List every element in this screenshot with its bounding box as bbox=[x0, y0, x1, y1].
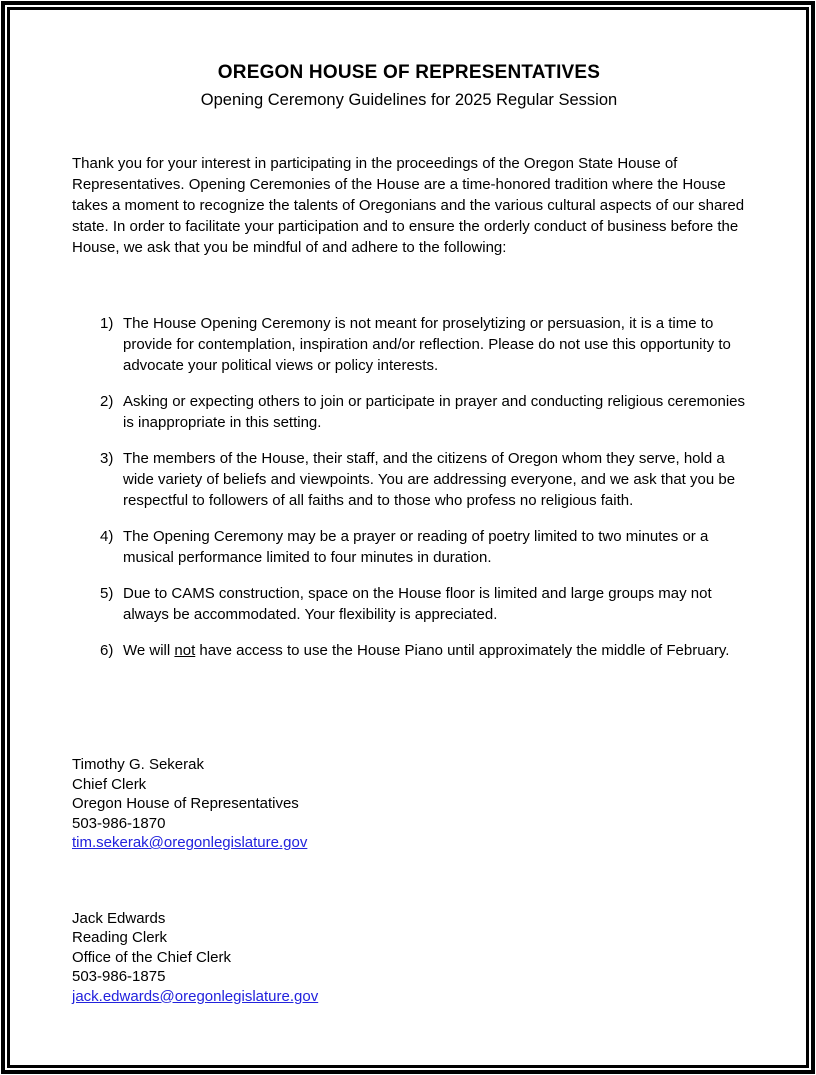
intro-paragraph: Thank you for your interest in participating in the proceedings of the Oregon State House of Representatives. Opening Ceremonies of the House are a time-honored tradition where the House takes a moment to recognize the talents of Oregonians and the various cultural aspects of our shared state. In order to facilitate your participation and to ensure the orderly conduct of business before the House, we ask that you be mindful of and adhere to the following: bbox=[72, 155, 745, 256]
guideline-number: 4) bbox=[100, 528, 114, 545]
guideline-item-2 bbox=[72, 391, 746, 433]
guideline-item-6 bbox=[72, 640, 746, 661]
guideline-text-underlined: not bbox=[174, 642, 196, 659]
guideline-number: 5) bbox=[100, 585, 114, 602]
signature-block-reading-clerk bbox=[72, 909, 746, 1007]
guideline-text: The House Opening Ceremony is not meant for proselytizing or persuasion, it is a time to provide for contemplation, inspiration and/or reflection. Please do not use this opportunity to advocate your political views or policy interests. bbox=[123, 315, 731, 374]
guideline-number: 2) bbox=[100, 393, 114, 410]
document-subtitle: Opening Ceremony Guidelines for 2025 Regular Session bbox=[200, 91, 618, 109]
document-title: OREGON HOUSE OF REPRESENTATIVES bbox=[217, 62, 601, 83]
guideline-number: 3) bbox=[100, 450, 114, 467]
signature-email-link[interactable]: jack.edwards@oregonlegislature.gov bbox=[72, 987, 319, 1005]
guideline-number: 6) bbox=[100, 642, 114, 659]
signature-phone: 503-986-1870 bbox=[72, 814, 166, 832]
guideline-item-1 bbox=[72, 313, 746, 376]
signature-title: Chief Clerk bbox=[72, 775, 147, 793]
signature-title: Reading Clerk bbox=[72, 929, 168, 946]
guideline-text-after: have access to use the House Piano until approximately the middle of February. bbox=[195, 642, 730, 659]
guideline-text: Due to CAMS construction, space on the House floor is limited and large groups may not always be accommodated. Your flexibility is appreciated. bbox=[123, 585, 712, 623]
document-page bbox=[10, 10, 806, 1006]
page-border-outer bbox=[1, 1, 815, 1074]
guideline-number: 1) bbox=[100, 315, 114, 332]
guideline-text: The Opening Ceremony may be a prayer or reading of poetry limited to two minutes or a musical performance limited to four minutes in duration. bbox=[123, 528, 709, 566]
guideline-item-3 bbox=[72, 448, 746, 511]
guideline-text: The members of the House, their staff, and the citizens of Oregon whom they serve, hold a wide variety of beliefs and viewpoints. You are addressing everyone, and we ask that you be respectful to followers of all faiths and to those who profess no religious faith. bbox=[123, 450, 736, 509]
guideline-text: Asking or expecting others to join or participate in prayer and conducting religious ceremonies is inappropriate in this setting. bbox=[123, 393, 746, 431]
guideline-text bbox=[123, 640, 746, 661]
guideline-item-5 bbox=[72, 583, 746, 625]
signature-name: Jack Edwards bbox=[72, 909, 166, 927]
signature-email-link[interactable]: tim.sekerak@oregonlegislature.gov bbox=[72, 834, 308, 851]
page-border-inner bbox=[7, 7, 809, 1068]
signature-phone: 503-986-1875 bbox=[72, 968, 166, 985]
signature-org: Office of the Chief Clerk bbox=[72, 948, 231, 966]
guideline-item-4 bbox=[72, 526, 746, 568]
guidelines-list bbox=[72, 313, 746, 661]
guideline-text-before: We will bbox=[123, 642, 175, 659]
signature-org: Oregon House of Representatives bbox=[72, 795, 299, 812]
signature-block-chief-clerk bbox=[72, 755, 746, 853]
signature-name: Timothy G. Sekerak bbox=[72, 756, 204, 773]
